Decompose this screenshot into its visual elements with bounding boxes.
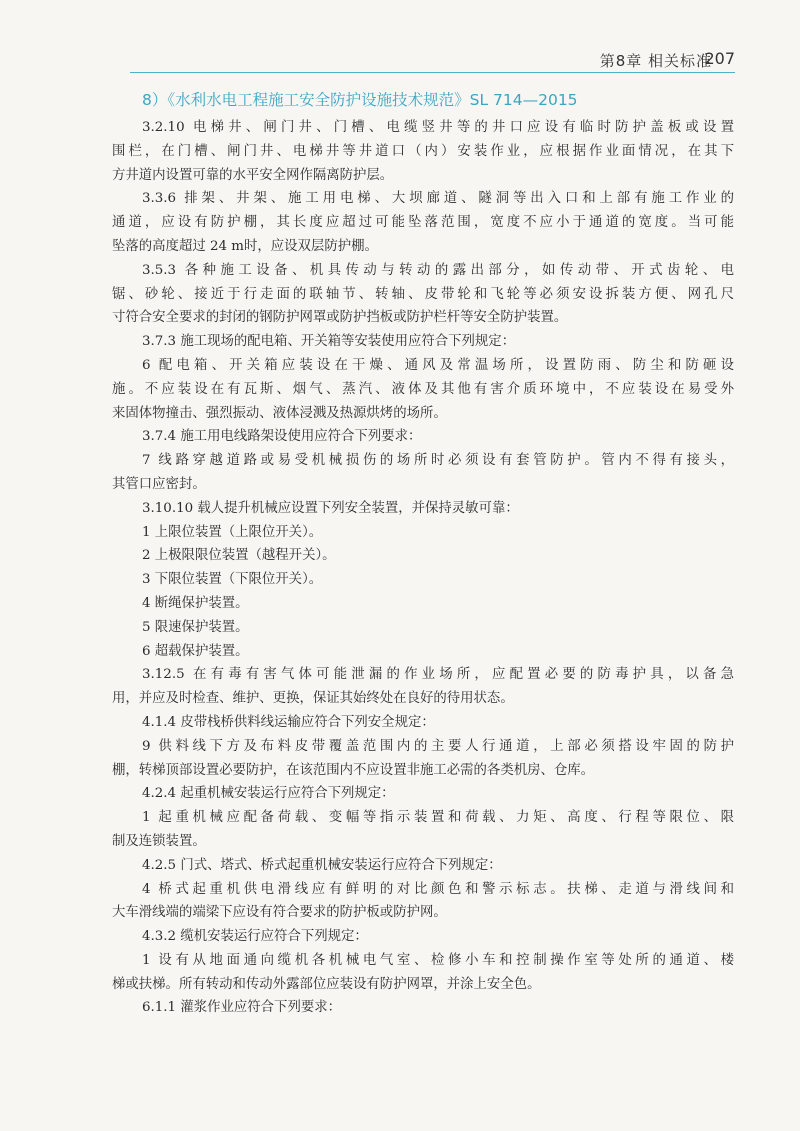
chapter-heading: 第8章 相关标准	[599, 52, 712, 70]
text-line: 坠落的高度超过 24 m时，应设双层防护棚。	[112, 238, 378, 254]
text-line: 来固体物撞击、强烈振动、液体浸溅及热源烘烤的场所。	[112, 405, 447, 421]
text-line: 3.7.3 施工现场的配电箱、开关箱等安装使用应符合下列规定：	[142, 334, 516, 350]
text-line: 4.3.2 缆机安装运行应符合下列规定：	[142, 929, 368, 945]
text-line: 9 供料线下方及布料皮带覆盖范围内的主要人行通道，上部必须搭设牢固的防护	[142, 738, 734, 754]
text-line: 3 下限位装置（下限位开关）。	[142, 572, 323, 588]
text-line: 7 线路穿越道路或易受机械损伤的场所时必须设有套管防护。管内不得有接头，	[142, 453, 734, 469]
text-line: 5 限速保护装置。	[142, 619, 249, 635]
text-line: 通道，应设有防护棚，其长度应超过可能坠落范围，宽度不应小于通道的宽度。当可能	[112, 215, 734, 231]
text-line: 3.7.4 施工用电线路架设使用应符合下列要求：	[142, 429, 422, 445]
text-line: 方井道内设置可靠的水平安全网作隔离防护层。	[112, 167, 394, 183]
text-line: 6 超载保护装置。	[142, 643, 249, 659]
text-line: 2 上极限限位装置（越程开关）。	[142, 548, 336, 564]
text-line: 施。不应装设在有瓦斯、烟气、蒸汽、液体及其他有害介质环境中，不应装设在易受外	[112, 381, 734, 397]
text-line: 6 配电箱、开关箱应装设在干燥、通风及常温场所，设置防雨、防尘和防砸设	[142, 357, 734, 373]
text-line: 6.1.1 灌浆作业应符合下列要求：	[142, 1000, 342, 1016]
text-line: 3.10.10 载人提升机械应设置下列安全装置，并保持灵敏可靠：	[142, 500, 519, 516]
text-line: 4.2.5 门式、塔式、桥式起重机械安装运行应符合下列规定：	[142, 857, 502, 873]
text-line: 用，并应及时检查、维护、更换，保证其始终处在良好的待用状态。	[112, 691, 514, 707]
text-line: 锯、砂轮、接近于行走面的联轴节、转轴、皮带轮和飞轮等必须安设拆装方便、网孔尺	[112, 286, 734, 302]
text-line: 制及连锁装置。	[112, 833, 206, 849]
header-rule	[130, 72, 735, 73]
text-line: 大车滑线端的端梁下应设有符合要求的防护板或防护网。	[112, 905, 447, 921]
text-line: 围栏，在门槽、闸门井、电梯井等井道口（内）安装作业，应根据作业面情况，在其下	[112, 143, 734, 159]
text-line: 4.1.4 皮带栈桥供料线运输应符合下列安全规定：	[142, 714, 435, 730]
page-header	[0, 40, 800, 74]
text-line: 1 上限位装置（上限位开关）。	[142, 524, 323, 540]
text-line: 3.12.5 在有毒有害气体可能泄漏的作业场所，应配置必要的防毒护具，以备急	[142, 667, 734, 683]
text-line: 4 断绳保护装置。	[142, 595, 249, 611]
text-line: 1 设有从地面通向缆机各机械电气室、检修小车和控制操作室等处所的通道、楼	[142, 952, 734, 968]
text-line: 梯或扶梯。所有转动和传动外露部位应装设有防护网罩，并涂上安全色。	[112, 976, 541, 992]
text-line: 其管口应密封。	[112, 476, 206, 492]
text-line: 1 起重机械应配备荷载、变幅等指示装置和荷载、力矩、高度、行程等限位、限	[142, 810, 734, 826]
text-line: 3.2.10 电梯井、闸门井、门槽、电缆竖井等的井口应设有临时防护盖板或设置	[142, 120, 734, 135]
text-line: 3.3.6 排架、井架、施工用电梯、大坝廊道、隧洞等出入口和上部有施工作业的	[142, 191, 734, 207]
page-number: 207	[704, 49, 735, 68]
body-text	[112, 88, 734, 1020]
text-line: 棚，转梯顶部设置必要防护，在该范围内不应设置非施工必需的各类机房、仓库。	[112, 762, 595, 778]
text-line: 3.5.3 各种施工设备、机具传动与转动的露出部分，如传动带、开式齿轮、电	[142, 262, 734, 278]
section-title: 8）《水利水电工程施工安全防护设施技术规范》SL 714—2015	[142, 91, 578, 109]
text-line: 4 桥式起重机供电滑线应有鲜明的对比颜色和警示标志。扶梯、走道与滑线间和	[142, 881, 734, 897]
text-line: 4.2.4 起重机械安装运行应符合下列规定：	[142, 786, 395, 802]
text-line: 寸符合安全要求的封闭的钢防护网罩或防护挡板或防护栏杆等安全防护装置。	[112, 310, 568, 326]
